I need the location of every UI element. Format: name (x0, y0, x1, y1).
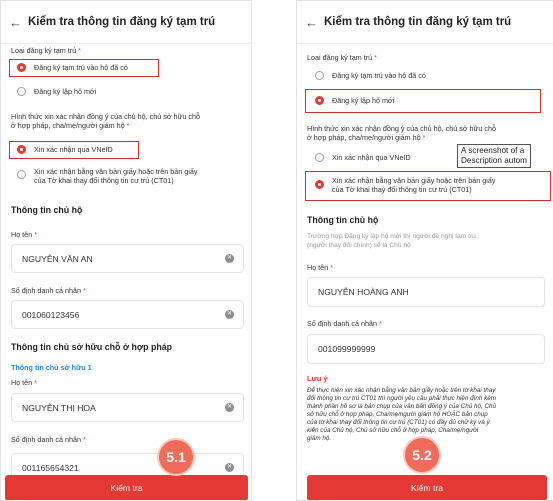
consent-label-line: Hình thức xin xác nhận đồng ý của chủ hộ, chủ sở hữu chỗ (11, 112, 200, 121)
option-label: Đăng ký tạm trú vào hộ đã có (332, 71, 426, 80)
head-hint-line: (người thay đổi chính) sẽ là Chủ hộ (307, 242, 411, 249)
id-value: 001099999999 (318, 344, 376, 354)
app-header (1, 1, 251, 44)
clear-icon[interactable]: ✕ (226, 311, 233, 317)
phone-screen-2 (296, 0, 553, 501)
registration-type-label: Loại đăng ký tạm trú * (11, 46, 81, 55)
name-label: Họ tên * (11, 230, 37, 239)
step-badge: 5.1 (159, 440, 193, 474)
name-field[interactable] (307, 277, 545, 307)
option-label (34, 167, 197, 185)
step-badge: 5.2 (405, 438, 439, 472)
note-text (307, 387, 496, 443)
phone-screen-1 (0, 0, 252, 501)
consent-label-2: ở hợp pháp, cha/mẹ/người giám hộ * (307, 133, 426, 142)
name-label: Họ tên * (307, 263, 333, 272)
note-line: đổi thông tin cư trú CT01 thì người yêu cầu phải thực hiện đính kèm (307, 395, 497, 402)
page-title: Kiểm tra thông tin đăng ký tạm trú (324, 16, 512, 28)
owner-name-value: NGUYỄN THỊ HOA (22, 402, 96, 413)
radio-selected-icon[interactable] (17, 63, 26, 72)
owner-id-label: Số định danh cá nhân * (11, 435, 86, 444)
clear-icon[interactable]: ✕ (226, 464, 233, 470)
radio-selected-icon[interactable] (17, 145, 26, 154)
name-value: NGUYỄN VĂN AN (22, 253, 93, 264)
owner-name-label: Họ tên * (11, 378, 37, 387)
consent-label-2: ở hợp pháp, cha/mẹ/người giám hộ * (11, 121, 130, 130)
consent-label (11, 112, 200, 121)
option-label-line: của Tờ khai thay đổi thông tin cư trú (CT01) (332, 185, 472, 194)
owner-subsection-title: Thông tin chủ sở hữu 1 (11, 363, 92, 372)
note-line: sở hữu chỗ ở hợp pháp, Cha/mẹ/người giám hộ HOẶC bản chụp (307, 411, 488, 418)
name-value: NGUYỄN HOÀNG ANH (318, 287, 409, 297)
clear-icon[interactable]: ✕ (226, 255, 233, 261)
app-header (297, 1, 553, 44)
tooltip-line: A screenshot of a (461, 146, 525, 155)
note-line: giám hộ. (307, 435, 332, 442)
id-label: Số định danh cá nhân * (307, 319, 382, 328)
note-line: Để thực hiện xin xác nhận bằng văn bản giấy hoặc trên tờ khai thay (307, 387, 496, 394)
radio-icon[interactable] (17, 87, 26, 96)
back-arrow-icon[interactable]: ← (9, 14, 22, 30)
option-label-line: Xin xác nhận bằng văn bản giấy hoặc trên bản giấy (34, 167, 198, 176)
note-title: Lưu ý (307, 374, 328, 383)
check-button[interactable]: Kiểm tra (5, 475, 248, 501)
consent-label-line: Hình thức xin xác nhận đồng ý của chủ hộ, chủ sở hữu chỗ (307, 124, 496, 133)
option-label: Đăng ký lập hộ mới (332, 96, 395, 105)
note-line: thành phần hồ sơ là bản chụp của văn bản đồng ý của Chủ hộ, Chủ (307, 403, 497, 410)
check-button[interactable]: Kiểm tra (307, 475, 547, 501)
page-title: Kiểm tra thông tin đăng ký tạm trú (28, 16, 216, 28)
radio-selected-icon[interactable] (315, 96, 324, 105)
owner-section-title: Thông tin chủ sở hữu chỗ ở hợp pháp (11, 342, 172, 352)
option-vneid[interactable] (315, 153, 411, 162)
head-hint (307, 232, 476, 250)
id-value: 001060123456 (22, 309, 80, 320)
option-vneid[interactable] (17, 145, 113, 154)
option-existing-household[interactable] (315, 71, 426, 80)
radio-icon[interactable] (315, 153, 324, 162)
head-section-title: Thông tin chủ hộ (11, 205, 83, 215)
option-label (332, 176, 495, 194)
option-label-line: Xin xác nhận bằng văn bản giấy hoặc trên bản giấy (332, 176, 496, 185)
consent-label (307, 124, 496, 133)
owner-name-field[interactable] (11, 393, 244, 422)
option-new-household[interactable] (17, 87, 96, 96)
radio-icon[interactable] (315, 71, 324, 80)
option-label: Đăng ký lập hộ mới (34, 87, 97, 96)
option-label: Đăng ký tạm trú vào hộ đã có (34, 63, 128, 72)
note-line: kiến của Chủ hộ, Chủ sở hữu chỗ ở hợp pháp, Cha/mẹ/người (307, 427, 479, 434)
radio-selected-icon[interactable] (315, 180, 324, 189)
id-label: Số định danh cá nhân * (11, 286, 86, 295)
note-line: của tờ khai thay đổi thông tin cư trú (CT01) có đầy đủ chữ ký và ý (307, 419, 490, 426)
tooltip-line: Description autom (461, 156, 527, 165)
id-field[interactable] (11, 300, 244, 329)
option-label-line: của Tờ khai thay đổi thông tin cư trú (CT01) (34, 176, 174, 185)
id-field[interactable] (307, 334, 545, 364)
option-existing-household[interactable] (17, 63, 128, 72)
back-arrow-icon[interactable]: ← (305, 14, 318, 30)
option-label: Xin xác nhận qua VNeID (34, 145, 113, 154)
registration-type-label: Loại đăng ký tạm trú * (307, 53, 377, 62)
head-hint-line: Trường hợp Đăng ký lập hộ mới thì người đề nghị tạm trú (307, 233, 476, 240)
option-paper[interactable] (315, 176, 495, 194)
tooltip (457, 144, 531, 168)
clear-icon[interactable]: ✕ (226, 404, 233, 410)
owner-id-value: 001165654321 (22, 462, 79, 473)
radio-icon[interactable] (17, 170, 26, 179)
head-section-title: Thông tin chủ hộ (307, 215, 379, 225)
option-paper[interactable] (17, 167, 197, 185)
option-label: Xin xác nhận qua VNeID (332, 153, 411, 162)
name-field[interactable] (11, 244, 244, 273)
option-new-household[interactable] (315, 96, 394, 105)
